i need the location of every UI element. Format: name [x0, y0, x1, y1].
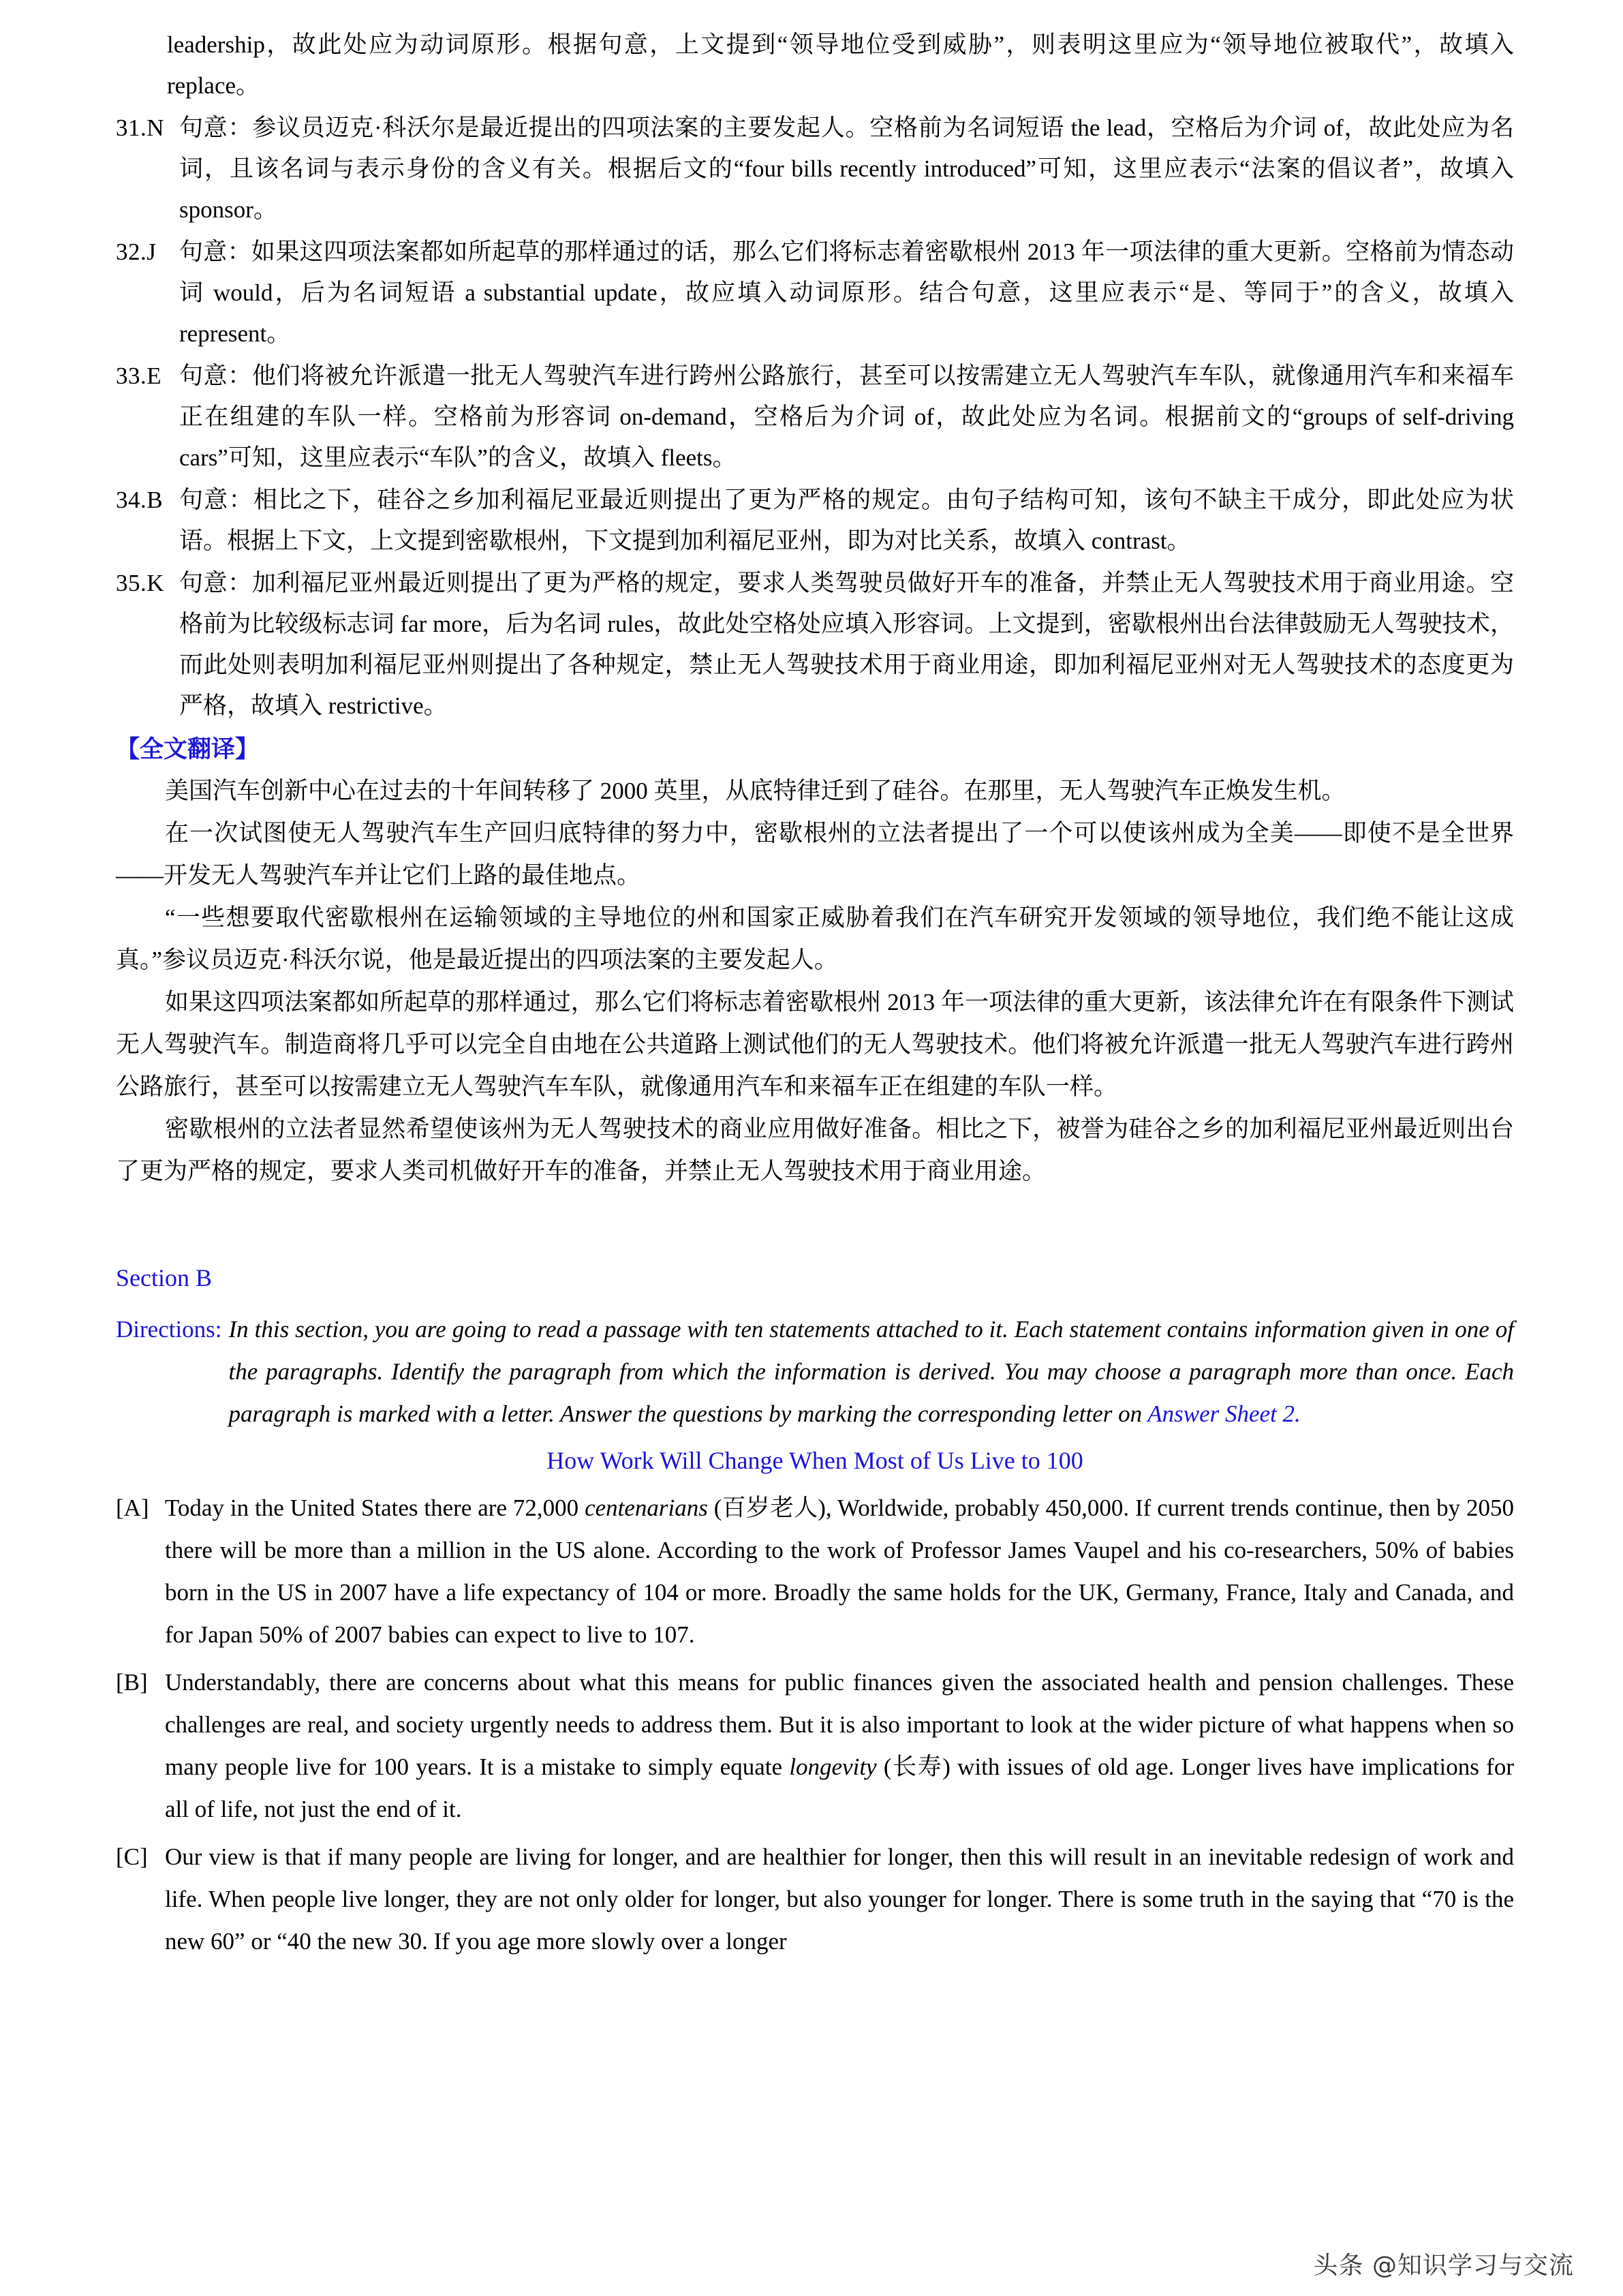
paragraph-text: Today in the United States there are 72,000 centenarians (百岁老人), Worldwide, probably 450,000. If current trends continue, then by 2050 there will be more than a million in the US alone. According to the work of Professor James Vaupel and his co-researchers, 50% of babies born in the US in 2007 have a life expectancy of 104 or more. Broadly the same holds for the UK, Germany, France, Italy and Canada, and for Japan 50% of 2007 babies can expect to live to 107. [165, 1495, 1514, 1648]
explanation-item [116, 563, 1514, 726]
full-translation-heading: 【全文翻译】 [116, 736, 260, 763]
translation-paragraph: 在一次试图使无人驾驶汽车生产回归底特律的努力中，密歇根州的立法者提出了一个可以使该州成为全美——即使不是全世界——开发无人驾驶汽车并让它们上路的最佳地点。 [116, 820, 1514, 889]
directions-label: Directions: [116, 1316, 222, 1343]
answer-sheet-link[interactable]: Answer Sheet 2. [1147, 1400, 1301, 1427]
explanation-number: 33.E [116, 363, 162, 389]
translation-paragraph: 密歇根州的立法者显然希望使该州为无人驾驶技术的商业应用做好准备。相比之下，被誉为硅谷之乡的加利福尼亚州最近则出台了更为严格的规定，要求人类司机做好开车的准备，并禁止无人驾驶技术用于商业用途。 [116, 1116, 1514, 1184]
passage-paragraph [116, 1487, 1514, 1656]
explanation-text: 句意：如果这四项法案都如所起草的那样通过的话，那么它们将标志着密歇根州 2013 年一项法律的重大更新。空格前为情态动词 would，后为名词短语 a substantial update，故应填入动词原形。结合句意，这里应表示“是、等同于”的含义，故填入 represent。 [179, 239, 1514, 347]
explanation-text: 句意：相比之下，硅谷之乡加利福尼亚最近则提出了更为严格的规定。由句子结构可知，该句不缺主干成分，即此处应为状语。根据上下文，上文提到密歇根州，下文提到加利福尼亚州，即为对比关系，故填入 contrast。 [179, 487, 1514, 554]
directions-body: In this section, you are going to read a passage with ten statements attached to it. Each statement contains information given in one of the paragraphs. Identify the paragraph from which the information is derived. You may choose a paragraph more than once. Each paragraph is marked with a letter. Answer the questions by marking the corresponding letter on [228, 1316, 1514, 1427]
directions-text [229, 1308, 1514, 1435]
paragraph-text: Understandably, there are concerns about what this means for public finances given the associated health and pension challenges. These challenges are real, and society urgently needs to address them. But it is also important to look at the wider picture of what happens when so many people live for 100 years. It is a mistake to simply equate longevity (长寿) with issues of old age. Longer lives have implications for all of life, not just the end of it. [165, 1669, 1514, 1822]
explanation-item [116, 232, 1514, 354]
passage-title: How Work Will Change When Most of Us Live to 100 [546, 1447, 1083, 1474]
section-spacer [116, 1193, 1514, 1258]
paragraph-letter: [B] [116, 1669, 148, 1696]
explanation-text: 句意：参议员迈克·科沃尔是最近提出的四项法案的主要发起人。空格前为名词短语 the lead，空格后为介词 of，故此处应为名词，且该名词与表示身份的含义有关。根据后文的“four bills recently introduced”可知，这里应表示“法案的倡议者”，故填入 sponsor。 [179, 114, 1514, 223]
translation-paragraph: “一些想要取代密歇根州在运输领域的主导地位的州和国家正威胁着我们在汽车研究开发领域的领导地位，我们绝不能让这成真。”参议员迈克·科沃尔说，他是最近提出的四项法案的主要发起人。 [116, 904, 1514, 973]
explanation-number: 34.B [116, 487, 164, 513]
paragraph-letter: [A] [116, 1495, 149, 1521]
explanation-intro-continued: leadership，故此处应为动词原形。根据句意，上文提到“领导地位受到威胁”，则表明这里应为“领导地位被取代”，故填入 replace。 [167, 31, 1514, 99]
passage-paragraph [116, 1836, 1514, 1963]
paragraph-text: Our view is that if many people are living for longer, and are healthier for longer, then this will result in an inevitable redesign of work and life. When people live longer, they are not only older for longer, but also younger for longer. There is some truth in the saying that “70 is the new 60” or “40 the new 30. If you age more slowly over a longer [165, 1843, 1514, 1955]
explanation-text: 句意：加利福尼亚州最近则提出了更为严格的规定，要求人类驾驶员做好开车的准备，并禁止无人驾驶技术用于商业用途。空格前为比较级标志词 far more，后为名词 rules，故此处空格处应填入形容词。上文提到，密歇根州出台法律鼓励无人驾驶技术，而此处则表明加利福尼亚州则提出了各种规定，禁止无人驾驶技术用于商业用途，即加利福尼亚州对无人驾驶技术的态度更为严格，故填入 restrictive。 [179, 570, 1514, 719]
explanation-item [116, 480, 1514, 562]
directions-block [116, 1308, 1514, 1435]
explanation-number: 31.N [116, 114, 165, 141]
watermark: 头条 @知识学习与交流 [1313, 2252, 1574, 2280]
explanation-item [116, 108, 1514, 230]
explanation-item [116, 356, 1514, 478]
paragraph-letter: [C] [116, 1843, 148, 1870]
section-b-heading: Section B [116, 1264, 212, 1291]
explanation-number: 35.K [116, 570, 165, 596]
explanation-number: 32.J [116, 239, 157, 265]
translation-paragraph: 如果这四项法案都如所起草的那样通过，那么它们将标志着密歇根州 2013 年一项法律的重大更新，该法律允许在有限条件下测试无人驾驶汽车。制造商将几乎可以完全自由地在公共道路上测试他们的无人驾驶技术。他们将被允许派遣一批无人驾驶汽车进行跨州公路旅行，甚至可以按需建立无人驾驶汽车车队，就像通用汽车和来福车正在组建的车队一样。 [116, 989, 1514, 1100]
page-content [116, 25, 1514, 1963]
translation-paragraph: 美国汽车创新中心在过去的十年间转移了 2000 英里，从底特律迁到了硅谷。在那里，无人驾驶汽车正焕发生机。 [165, 778, 1346, 804]
explanation-text: 句意：他们将被允许派遣一批无人驾驶汽车进行跨州公路旅行，甚至可以按需建立无人驾驶汽车车队，就像通用汽车和来福车正在组建的车队一样。空格前为形容词 on-demand，空格后为介词 of，故此处应为名词。根据前文的“groups of self-driving cars”可知，这里应表示“车队”的含义，故填入 fleets。 [179, 363, 1514, 471]
passage-paragraph [116, 1662, 1514, 1831]
